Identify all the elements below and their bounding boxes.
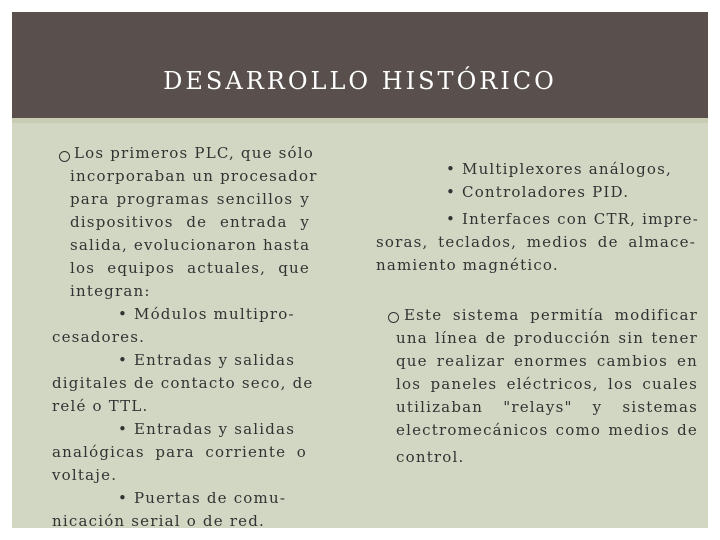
list-item: • Puertas de comu-: [118, 489, 287, 507]
text-line: Este sistema permitía modificar: [404, 306, 698, 324]
bullet-circle-icon: [388, 312, 399, 323]
text-line: digitales de contacto seco, de: [52, 374, 314, 392]
text-line: voltaje.: [52, 466, 118, 484]
content-area: [12, 123, 708, 528]
text-line: integran:: [70, 282, 151, 300]
list-item: • Módulos multipro-: [118, 305, 295, 323]
list-item: • Interfaces con CTR, impre-: [446, 210, 700, 228]
text-line: electromecánicos como medios de: [396, 421, 698, 439]
list-item: • Entradas y salidas: [118, 420, 296, 438]
list-item: • Controladores PID.: [446, 183, 630, 201]
text-line: los equipos actuales, que: [70, 259, 310, 277]
bullet-circle-icon: [59, 151, 70, 162]
left-column: [12, 123, 352, 528]
text-line: nicación serial o de red.: [52, 512, 265, 530]
list-item: • Entradas y salidas: [118, 351, 296, 369]
text-line: control.: [396, 448, 465, 466]
text-line: Los primeros PLC, que sólo: [74, 144, 314, 162]
text-line: relé o TTL.: [52, 397, 149, 415]
text-line: que realizar enormes cambios en: [396, 352, 698, 370]
text-line: una línea de producción sin tener: [396, 329, 698, 347]
list-item: • Multiplexores análogos,: [446, 160, 673, 178]
text-line: salida, evolucionaron hasta: [70, 236, 311, 254]
text-line: para programas sencillos y: [70, 190, 310, 208]
text-line: incorporaban un procesador: [70, 167, 318, 185]
text-line: dispositivos de entrada y: [70, 213, 310, 231]
text-line: analógicas para corriente o: [52, 443, 307, 461]
text-line: soras, teclados, medios de almace-: [376, 233, 696, 251]
right-column: [362, 123, 708, 528]
text-line: utilizaban "relays" y sistemas: [396, 398, 698, 416]
slide-title: DESARROLLO HISTÓRICO: [163, 67, 557, 95]
text-line: cesadores.: [52, 328, 146, 346]
text-line: los paneles eléctricos, los cuales: [396, 375, 698, 393]
title-bar: [12, 12, 708, 118]
text-line: namiento magnético.: [376, 256, 559, 274]
